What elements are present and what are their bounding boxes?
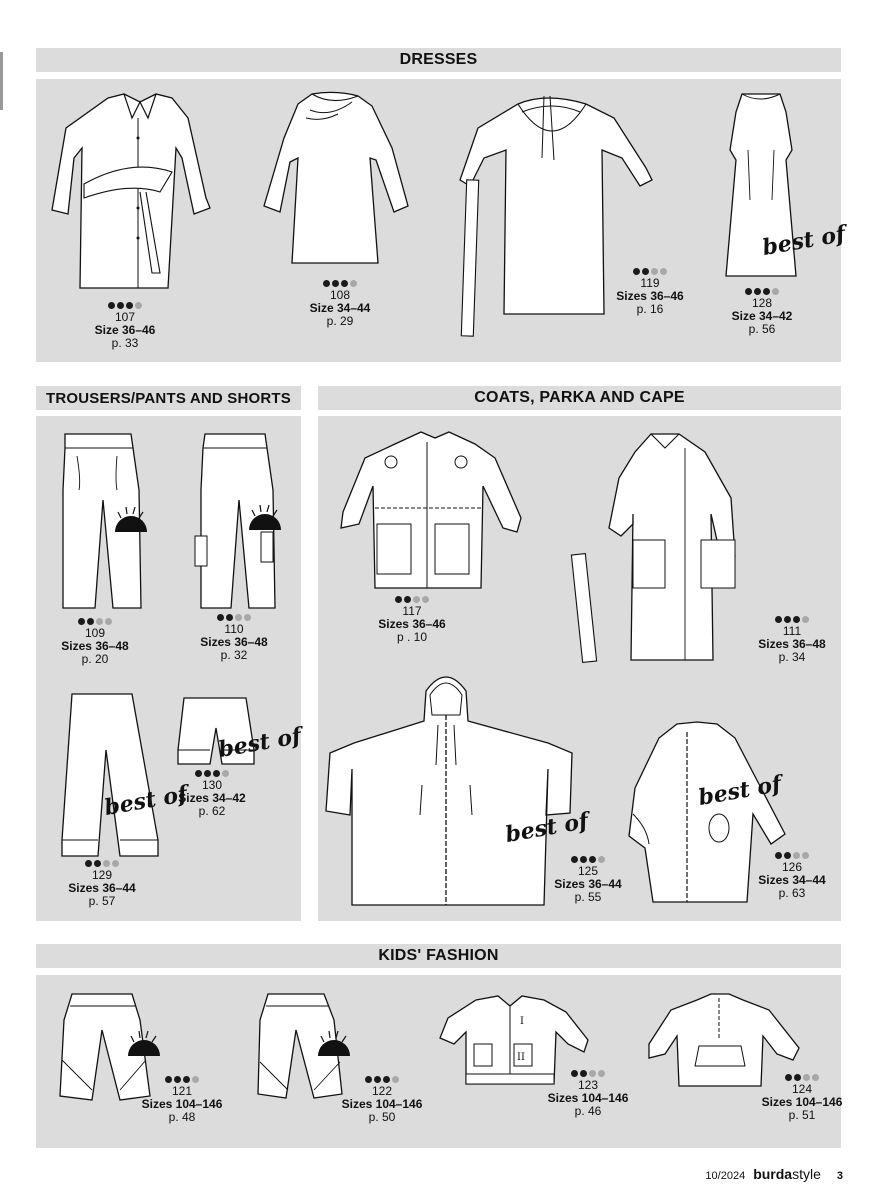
sketch-111-coat [575, 428, 760, 668]
pattern-page: p. 48 [168, 1110, 196, 1124]
pattern-page: p. 29 [326, 314, 354, 328]
difficulty-dots [194, 614, 274, 621]
pattern-number: 117 [402, 604, 422, 618]
item-124 [752, 1074, 852, 1122]
pattern-page: p. 51 [788, 1108, 816, 1122]
difficulty-dots [75, 302, 175, 309]
difficulty-dots [62, 860, 142, 867]
pattern-number: 125 [577, 864, 599, 878]
pattern-sizes: Sizes 104–146 [141, 1097, 223, 1111]
pattern-sizes: Sizes 104–146 [761, 1095, 843, 1109]
sketch-107-shirt-dress [60, 88, 220, 298]
pattern-number: 121 [171, 1084, 193, 1098]
item-117 [372, 596, 452, 644]
difficulty-dots [132, 1076, 232, 1083]
pattern-sizes: Size 34–44 [309, 301, 371, 315]
pattern-page: p. 56 [748, 322, 776, 336]
difficulty-dots [332, 1076, 432, 1083]
pattern-page: p. 20 [81, 652, 109, 666]
pattern-page: p. 33 [111, 336, 139, 350]
difficulty-dots [610, 268, 690, 275]
item-122 [332, 1076, 432, 1124]
pattern-number: 130 [201, 778, 223, 792]
issue-date: 10/2024 [705, 1170, 746, 1182]
pattern-page: p. 50 [368, 1110, 396, 1124]
pattern-page: p. 32 [220, 648, 248, 662]
svg-text:I: I [520, 1016, 524, 1027]
item-125 [548, 856, 628, 904]
difficulty-dots [372, 596, 452, 603]
best-of-badge: best of [102, 780, 190, 822]
pattern-page: p . 10 [396, 630, 428, 644]
pattern-sizes: Sizes 104–146 [341, 1097, 423, 1111]
difficulty-dots [548, 856, 628, 863]
pattern-page: p. 34 [778, 650, 806, 664]
sketch-117-embroidered-jacket [335, 428, 535, 593]
pattern-number: 111 [782, 624, 802, 638]
difficulty-dots [290, 280, 390, 287]
pattern-sizes: Sizes 36–48 [61, 639, 129, 653]
pattern-page: p. 57 [88, 894, 116, 908]
pattern-number: 107 [114, 310, 136, 324]
sketch-110-cargo-trousers [195, 430, 295, 615]
item-110 [194, 614, 274, 662]
item-126 [752, 852, 832, 900]
pattern-number: 122 [371, 1084, 393, 1098]
section-title-coats: COATS, PARKA AND CAPE [318, 386, 841, 410]
pattern-page: p. 16 [636, 302, 664, 316]
brand-logo: burdastyle [753, 1166, 821, 1182]
sketch-129-wide-trousers [62, 690, 172, 865]
pattern-sizes: Sizes 36–48 [758, 637, 826, 651]
best-of-badge: best of [696, 770, 784, 812]
pattern-page: p. 46 [574, 1104, 602, 1118]
sketch-125-hooded-cape [326, 665, 576, 910]
item-111 [752, 616, 832, 664]
sketch-108-dress [262, 88, 412, 273]
pattern-sizes: Size 34–42 [731, 309, 793, 323]
pattern-sizes: Sizes 34–44 [758, 873, 826, 887]
pattern-number: 124 [791, 1082, 813, 1096]
item-123 [538, 1070, 638, 1118]
item-119 [610, 268, 690, 316]
difficulty-dots [722, 288, 802, 295]
pattern-page: p. 62 [198, 804, 226, 818]
item-130 [172, 770, 252, 818]
section-title-trousers: TROUSERS/PANTS AND SHORTS [36, 386, 301, 410]
difficulty-dots [752, 852, 832, 859]
page-number: 3 [836, 1170, 843, 1182]
best-of-badge: best of [216, 722, 304, 764]
difficulty-dots [752, 1074, 852, 1081]
item-129 [62, 860, 142, 908]
item-128 [722, 288, 802, 336]
pattern-sizes: Sizes 36–46 [378, 617, 446, 631]
pattern-number: 123 [577, 1078, 599, 1092]
item-108 [290, 280, 390, 328]
difficulty-dots [172, 770, 252, 777]
pattern-number: 126 [781, 860, 803, 874]
difficulty-dots [55, 618, 135, 625]
pattern-sizes: Size 36–46 [94, 323, 156, 337]
pattern-sizes: Sizes 36–48 [200, 635, 268, 649]
pattern-sizes: Sizes 34–42 [178, 791, 246, 805]
pattern-sizes: Sizes 104–146 [547, 1091, 629, 1105]
pattern-number: 108 [329, 288, 351, 302]
best-of-badge: best of [503, 807, 591, 849]
pattern-number: 128 [751, 296, 773, 310]
page-edge-mark [0, 52, 3, 110]
pattern-sizes: Sizes 36–46 [616, 289, 684, 303]
item-121 [132, 1076, 232, 1124]
pattern-number: 109 [84, 626, 106, 640]
best-of-badge: best of [760, 220, 848, 262]
pattern-sizes: Sizes 36–44 [68, 881, 136, 895]
page-footer [705, 1166, 843, 1182]
pattern-number: 119 [640, 276, 660, 290]
section-title-kids: KIDS' FASHION [36, 944, 841, 968]
pattern-page: p. 63 [778, 886, 806, 900]
svg-text:II: II [517, 1052, 525, 1063]
pattern-page: p. 55 [574, 890, 602, 904]
pattern-sizes: Sizes 36–44 [554, 877, 622, 891]
difficulty-dots [538, 1070, 638, 1077]
item-109 [55, 618, 135, 666]
sketch-109-trousers [55, 430, 155, 615]
difficulty-dots [752, 616, 832, 623]
pattern-number: 110 [224, 622, 244, 636]
section-title-dresses: DRESSES [36, 48, 841, 72]
item-107 [75, 302, 175, 350]
pattern-number: 129 [91, 868, 113, 882]
